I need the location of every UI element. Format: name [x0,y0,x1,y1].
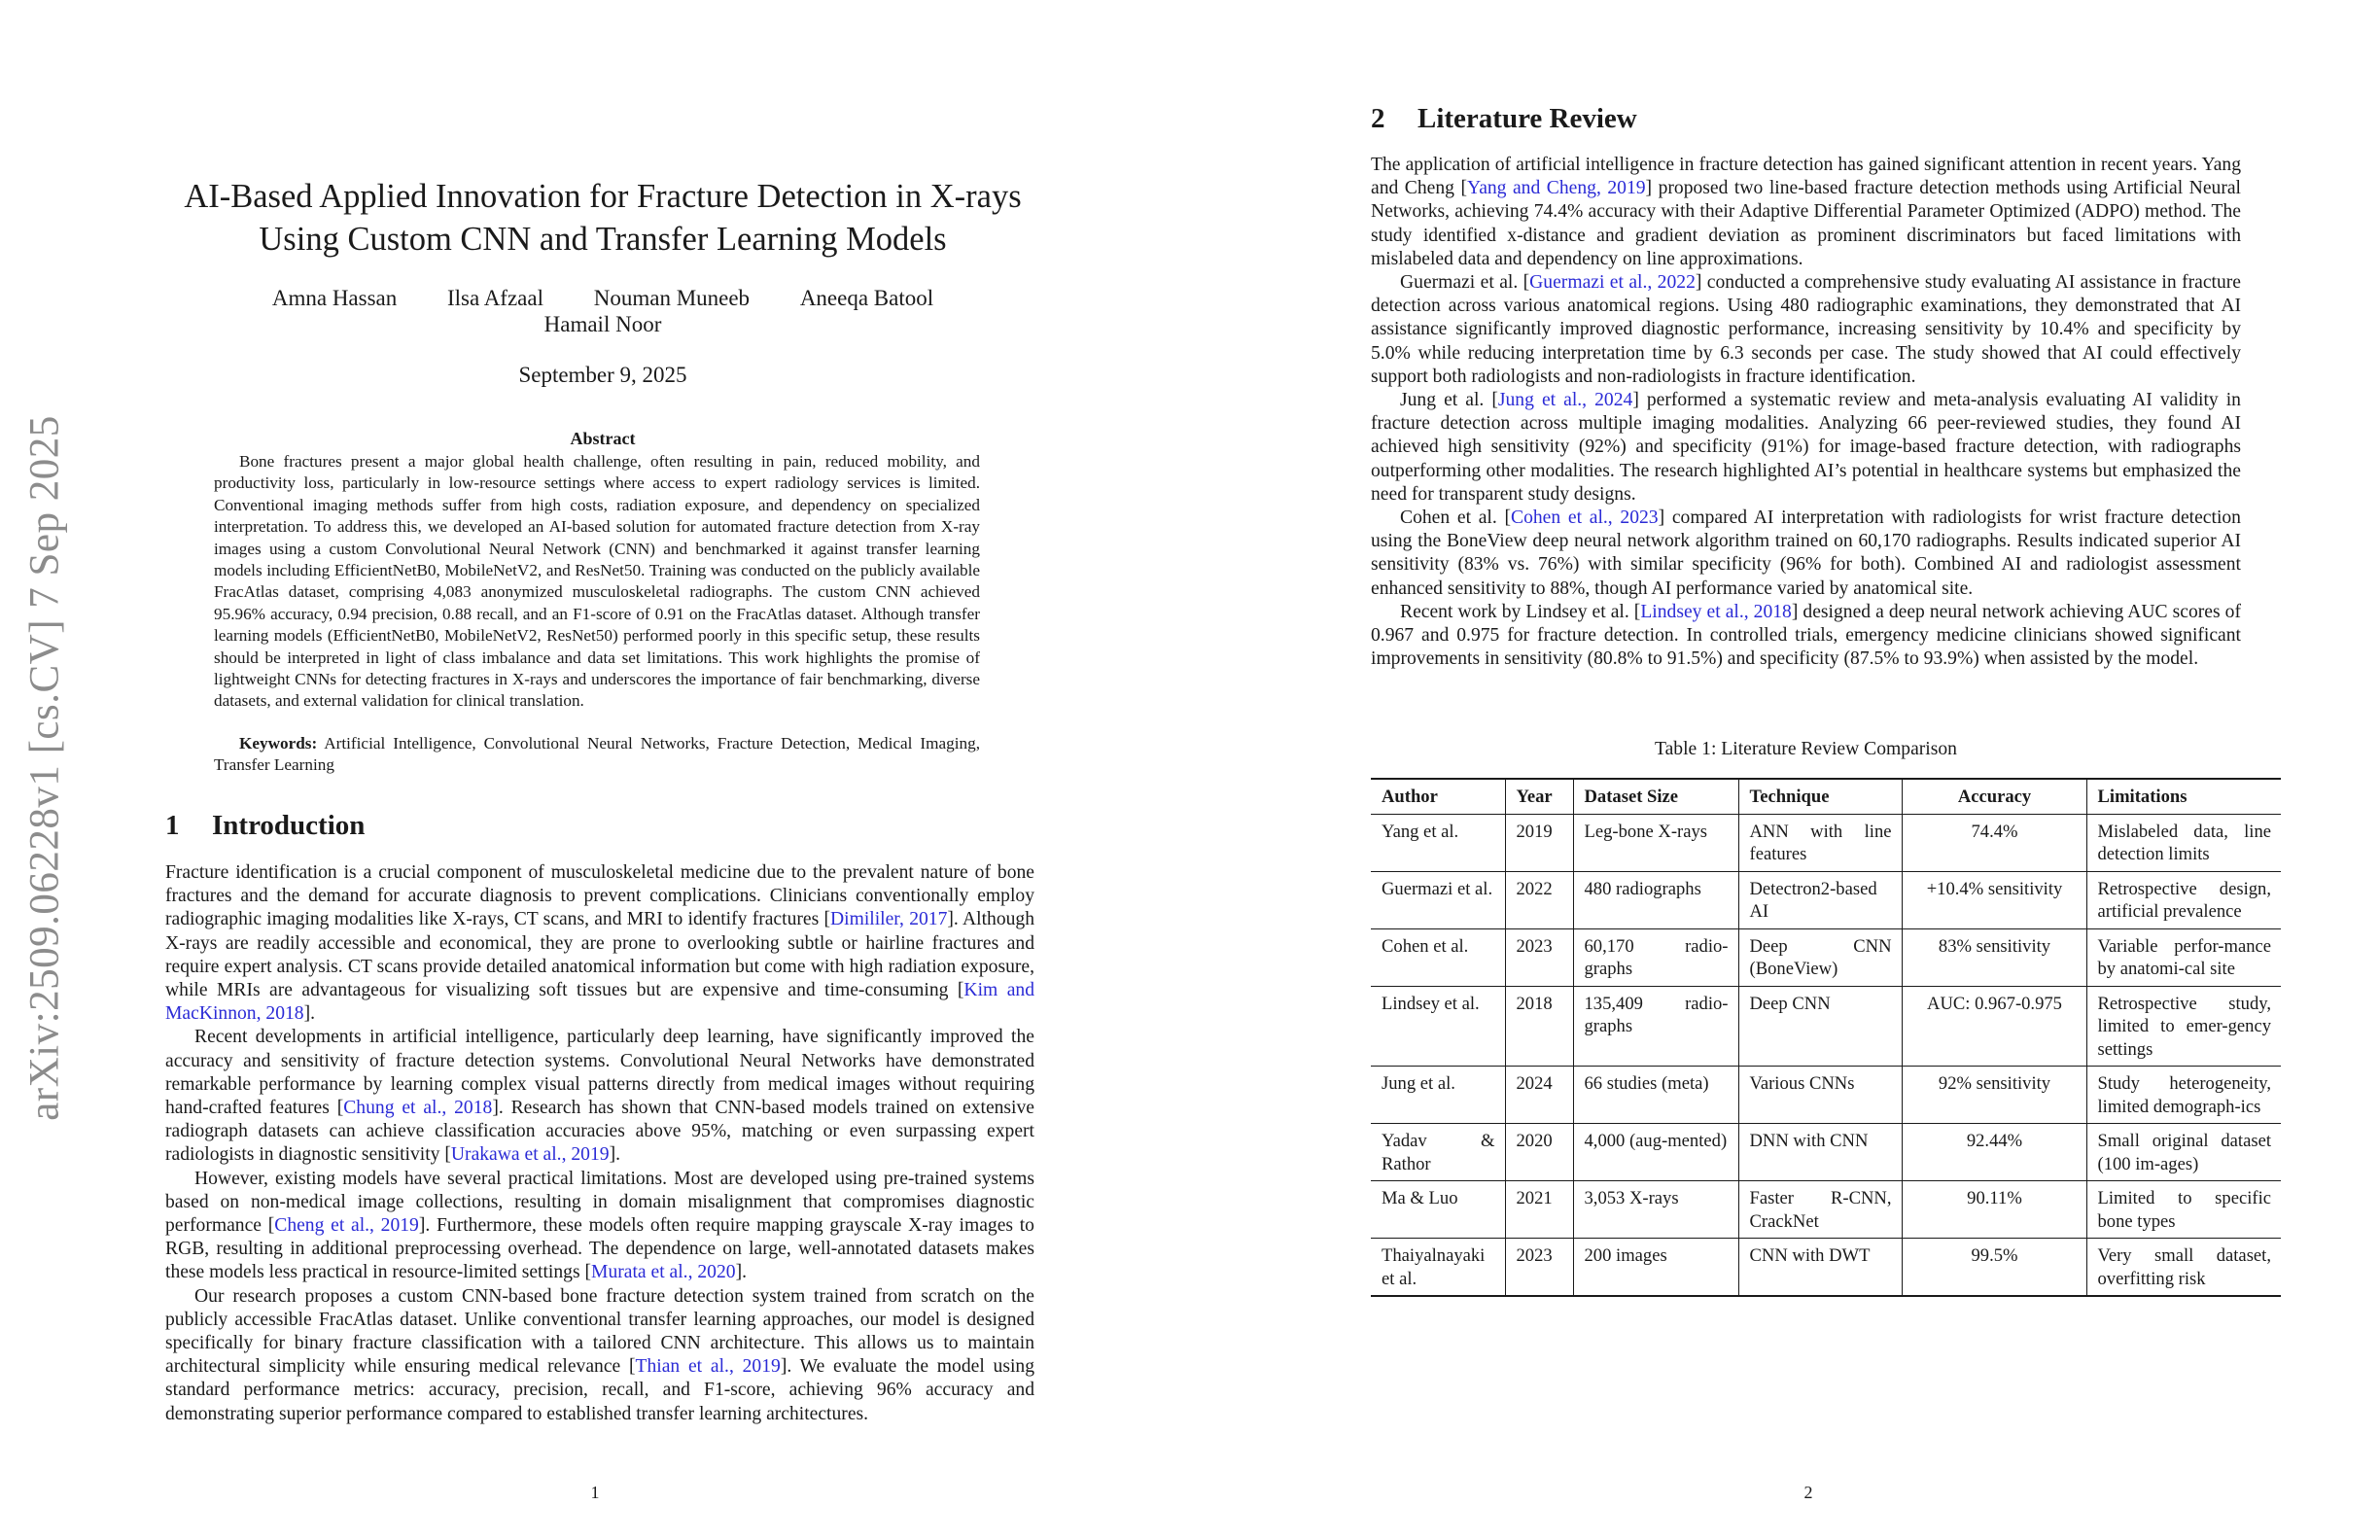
table-cell: Deep CNN [1738,986,1902,1067]
table-cell: 60,170 radio-graphs [1573,928,1738,986]
paragraph [165,1026,1034,1167]
table-cell: DNN with CNN [1738,1124,1902,1181]
table-cell: 83% sensitivity [1902,928,2086,986]
table-cell: Yadav & Rathor [1371,1124,1505,1181]
table-row [1371,1124,2281,1181]
author: Nouman Muneeb [593,286,751,310]
table-cell: Detectron2-based AI [1738,871,1902,928]
table-cell: 2023 [1505,928,1573,986]
text: ] compared AI interpretation with radiologists for wrist fracture detection using the BoneView deep neural network algorithm trained on 60,170 radiographs. Results indicated superior AI sensitivity (83% vs. 76%) with similar specificity (96% for both). Combined AI and radiologist assessment enhanced sensitivity to 88%, though AI performance varied by anatomical site. [1371,508,2241,599]
paragraph [165,1168,1034,1285]
arxiv-id: arXiv:2509.06228v1 [cs.CV] 7 Sep 2025 [21,415,68,1121]
table-cell: Guermazi et al. [1371,871,1505,928]
author-list [165,285,1040,337]
table-header-row [1371,779,2281,814]
table-cell: 92.44% [1902,1124,2086,1181]
table-cell: 2020 [1505,1124,1573,1181]
text: Recent work by Lindsey et al. [ [1400,601,1641,622]
section-number: 1 [165,810,180,841]
citation-link[interactable]: Kim and MacKinnon, 2018 [165,980,1034,1025]
table-row [1371,1239,2281,1297]
abstract-text: Bone fractures present a major global health challenge, often resulting in pain, reduced mobility, and productivity loss, particularly in low-resource settings where access to expert radiology services is limited. Conventional imaging methods suffer from high costs, radiation exposure, and dependency on specialized interpretation. To address this, we developed an AI-based solution for automated fracture detection from X-ray images using a custom Convolutional Neural Network (CNN) and benchmarked it against transfer learning models including EfficientNetB0, MobileNetV2, and ResNet50. Training was conducted on the publicly available FracAtlas dataset, comprising 4,083 anonymized musculoskeletal radiographs. The custom CNN achieved 95.96% accuracy, 0.94 precision, 0.88 recall, and an F1-score of 0.91 on the FracAtlas dataset. Although transfer learning models (EfficientNetB0, MobileNetV2, ResNet50) performed poorly in this specific setup, these results should be interpreted in light of class imbalance and data set limitations. This work highlights the promise of lightweight CNNs for detecting fractures in X-rays and underscores the importance of fair benchmarking, diverse datasets, and external validation for clinical translation. [214,452,980,711]
text: However, existing models have several practical limitations. Most are developed using pre-trained systems based on non-medical image collections, resulting in domain misalignment that compromises diagnostic performance [ [165,1168,1034,1237]
table-cell: 90.11% [1902,1181,2086,1239]
text: ]. [609,1144,621,1166]
text: The application of artificial intelligence in fracture detection has gained significant attention in recent years. Yang and Cheng [ [1371,155,2241,199]
abstract-heading: Abstract [570,429,636,448]
text: Guermazi et al. [ [1400,272,1530,294]
citation-link[interactable]: Thian et al., 2019 [635,1356,781,1378]
table-cell: 4,000 (aug-mented) [1573,1124,1738,1181]
paragraph [165,861,1034,1026]
table-cell: Faster R-CNN, CrackNet [1738,1181,1902,1239]
text: Cohen et al. [ [1400,508,1512,529]
citation-link[interactable]: Jung et al., 2024 [1497,390,1633,411]
table-cell: 66 studies (meta) [1573,1067,1738,1124]
author: Aneeqa Batool [799,286,934,310]
table-cell: Deep CNN (BoneView) [1738,928,1902,986]
table-row [1371,928,2281,986]
table-cell: 3,053 X-rays [1573,1181,1738,1239]
table-cell: Various CNNs [1738,1067,1902,1124]
table-cell: 92% sensitivity [1902,1067,2086,1124]
table-caption: Table 1: Literature Review Comparison [1655,739,1957,759]
table-cell: Very small dataset, overfitting risk [2086,1239,2281,1297]
author: Amna Hassan [271,286,398,310]
citation-link[interactable]: Dimililer, 2017 [830,909,948,930]
table-cell: 74.4% [1902,814,2086,871]
table-cell: AUC: 0.967-0.975 [1902,986,2086,1067]
citation-link[interactable]: Cheng et al., 2019 [274,1215,419,1237]
text: ]. We evaluate the model using standard performance metrics: accuracy, precision, recall, and F1-score, achieving 96% accuracy and demonstrating superior performance compared to established transfer learning architectures. [165,1356,1035,1424]
table-cell: 200 images [1573,1239,1738,1297]
table-cell: Variable perfor-mance by anatomi-cal site [2086,928,2281,986]
table-cell: 135,409 radio-graphs [1573,986,1738,1067]
paragraph [1371,154,2241,271]
text: ] designed a deep neural network achieving AUC scores of 0.967 and 0.975 for fracture detection. In controlled trials, emergency medicine clinicians showed significant improvements in sensitivity (80.8% to 91.5%) and specificity (87.5% to 93.9%) when assisted by the model. [1371,601,2241,670]
literature-comparison-table [1371,778,2281,1297]
section-title: Introduction [212,810,366,841]
text: ] proposed two line-based fracture detection methods using Artificial Neural Networks, achieving 74.4% accuracy with their Adaptive Differential Parameter Optimized (ADPO) method. The study identified x-distance and gradient deviation as prominent discriminators but faced limitations with mislabeled data and dependency on line approximations. [1371,178,2241,269]
author: Ilsa Afzaal [447,286,543,310]
page-number: 1 [590,1483,600,1502]
paragraph [1371,601,2241,672]
page-2 [1190,0,2380,1540]
citation-link[interactable]: Urakawa et al., 2019 [450,1144,610,1166]
table-cell: Cohen et al. [1371,928,1505,986]
title-line-1: AI-Based Applied Innovation for Fracture Detection in X-rays [184,178,1022,215]
author: Hamail Noor [543,312,662,336]
text: ]. Furthermore, these models often require mapping grayscale X-ray images to RGB, resulting in additional preprocessing overhead. The dependence on large, well-annotated datasets makes these models less practical in resource-limited settings [ [165,1215,1034,1283]
text: ] conducted a comprehensive study evaluating AI assistance in fracture detection across various anatomical regions. Using 480 radiographic examinations, they demonstrated that AI assistance significantly improved diagnostic performance, increasing sensitivity by 10.4% and specificity by 5.0% while reducing interpretation time by 6.3 seconds per case. The study showed that AI could effectively support both radiologists and non-radiologists in fracture identification. [1371,272,2241,387]
section-number: 2 [1371,103,1385,134]
table-cell: 2024 [1505,1067,1573,1124]
table-cell: Study heterogeneity, limited demograph-ics [2086,1067,2281,1124]
citation-link[interactable]: Lindsey et al., 2018 [1640,601,1792,622]
table-row [1371,1067,2281,1124]
table-cell: ANN with line features [1738,814,1902,871]
table-cell: CNN with DWT [1738,1239,1902,1297]
text: Our research proposes a custom CNN-based bone fracture detection system trained from scratch on the publicly accessible FracAtlas dataset. Unlike conventional transfer learning approaches, our model is designed specifically for binary fracture classification with a tailored CNN architecture. This allows us to maintain architectural simplicity while ensuring medical relevance [ [165,1285,1034,1378]
text: ]. Although X-rays are readily accessible and economical, they are prone to overlooking subtle or hairline fractures and require expert analysis. CT scans provide detailed anatomical information but come with high radiation exposure, while MRIs are advantageous for visualizing soft tissues but are expensive and time-consuming [ [165,909,1035,1001]
section-title: Literature Review [1418,103,1637,134]
table-row [1371,1181,2281,1239]
table-cell: 2022 [1505,871,1573,928]
text: Jung et al. [ [1400,390,1498,411]
literature-review-body [1371,154,2241,671]
paragraph [1371,271,2241,389]
column-header: Dataset Size [1573,779,1738,814]
text: ]. Research has shown that CNN-based models trained on extensive radiograph datasets can achieve classification accuracies above 95%, matching or even surpassing expert radiologists in diagnostic sensitivity [ [165,1098,1034,1166]
keywords-label: Keywords: [239,734,318,752]
table-cell: 2019 [1505,814,1573,871]
paragraph [165,1285,1034,1426]
table-cell: Leg-bone X-rays [1573,814,1738,871]
introduction-body [165,861,1034,1426]
paper-title [165,175,1040,261]
table-cell: Retrospective design, artificial prevalence [2086,871,2281,928]
column-header: Technique [1738,779,1902,814]
text: Recent developments in artificial intelligence, particularly deep learning, have significantly improved the accuracy and sensitivity of fracture detection systems. Convolutional Neural Networks have demonstrated remarkable performance by learning complex visual patterns directly from medical images without requiring hand-crafted features [ [165,1027,1034,1119]
table-cell: Limited to specific bone types [2086,1181,2281,1239]
text: Fracture identification is a crucial component of musculoskeletal medicine due to the prevalent nature of bone fractures and the demand for accurate diagnosis to prevent complications. Clinicians conventionally employ radiographic imaging modalities like X-rays, CT scans, and MRI to identify fractures [ [165,862,1034,930]
table-cell: 99.5% [1902,1239,2086,1297]
column-header: Author [1371,779,1505,814]
arxiv-stamp [16,415,74,1121]
paper-date: September 9, 2025 [518,363,687,387]
text: ]. [735,1262,747,1283]
table-cell: Mislabeled data, line detection limits [2086,814,2281,871]
table-cell: 2018 [1505,986,1573,1067]
keywords-text: Artificial Intelligence, Convolutional Neural Networks, Fracture Detection, Medical Imaging, Transfer Learning [214,734,981,775]
column-header: Accuracy [1902,779,2086,814]
table-cell: 2023 [1505,1239,1573,1297]
citation-link[interactable]: Cohen et al., 2023 [1511,508,1659,529]
table-cell: +10.4% sensitivity [1902,871,2086,928]
keywords [214,733,980,777]
table-cell: 2021 [1505,1181,1573,1239]
citation-link[interactable]: Chung et al., 2018 [343,1098,493,1119]
title-line-2: Using Custom CNN and Transfer Learning Models [259,221,947,258]
page-number: 2 [1803,1483,1813,1502]
column-header: Year [1505,779,1573,814]
paragraph [1371,389,2241,507]
column-header: Limitations [2086,779,2281,814]
citation-link[interactable]: Guermazi et al., 2022 [1529,272,1696,294]
table-cell: Ma & Luo [1371,1181,1505,1239]
text: ] performed a systematic review and meta-analysis evaluating AI validity in fracture detection across multiple imaging modalities. Analyzing 66 peer-reviewed studies, they found AI achieved high sensitivity (92%) and specificity (91%) for image-based fracture detection, with radiographs outperforming other modalities. The research highlighted AI’s potential in healthcare systems but emphasized the need for transparent study designs. [1371,390,2241,505]
table-row [1371,814,2281,871]
table-cell: Thaiyalnayaki et al. [1371,1239,1505,1297]
table-cell: Yang et al. [1371,814,1505,871]
citation-link[interactable]: Murata et al., 2020 [591,1262,736,1283]
section-heading-introduction [165,810,365,842]
table-cell: Lindsey et al. [1371,986,1505,1067]
paragraph [1371,507,2241,601]
text: ]. [303,1003,316,1025]
table-cell: Retrospective study, limited to emer-gency settings [2086,986,2281,1067]
table-cell: 480 radiographs [1573,871,1738,928]
citation-link[interactable]: Yang and Cheng, 2019 [1467,178,1646,199]
table-cell: Small original dataset (100 im-ages) [2086,1124,2281,1181]
table-row [1371,986,2281,1067]
section-heading-literature-review [1371,103,1637,135]
table-cell: Jung et al. [1371,1067,1505,1124]
table-row [1371,871,2281,928]
